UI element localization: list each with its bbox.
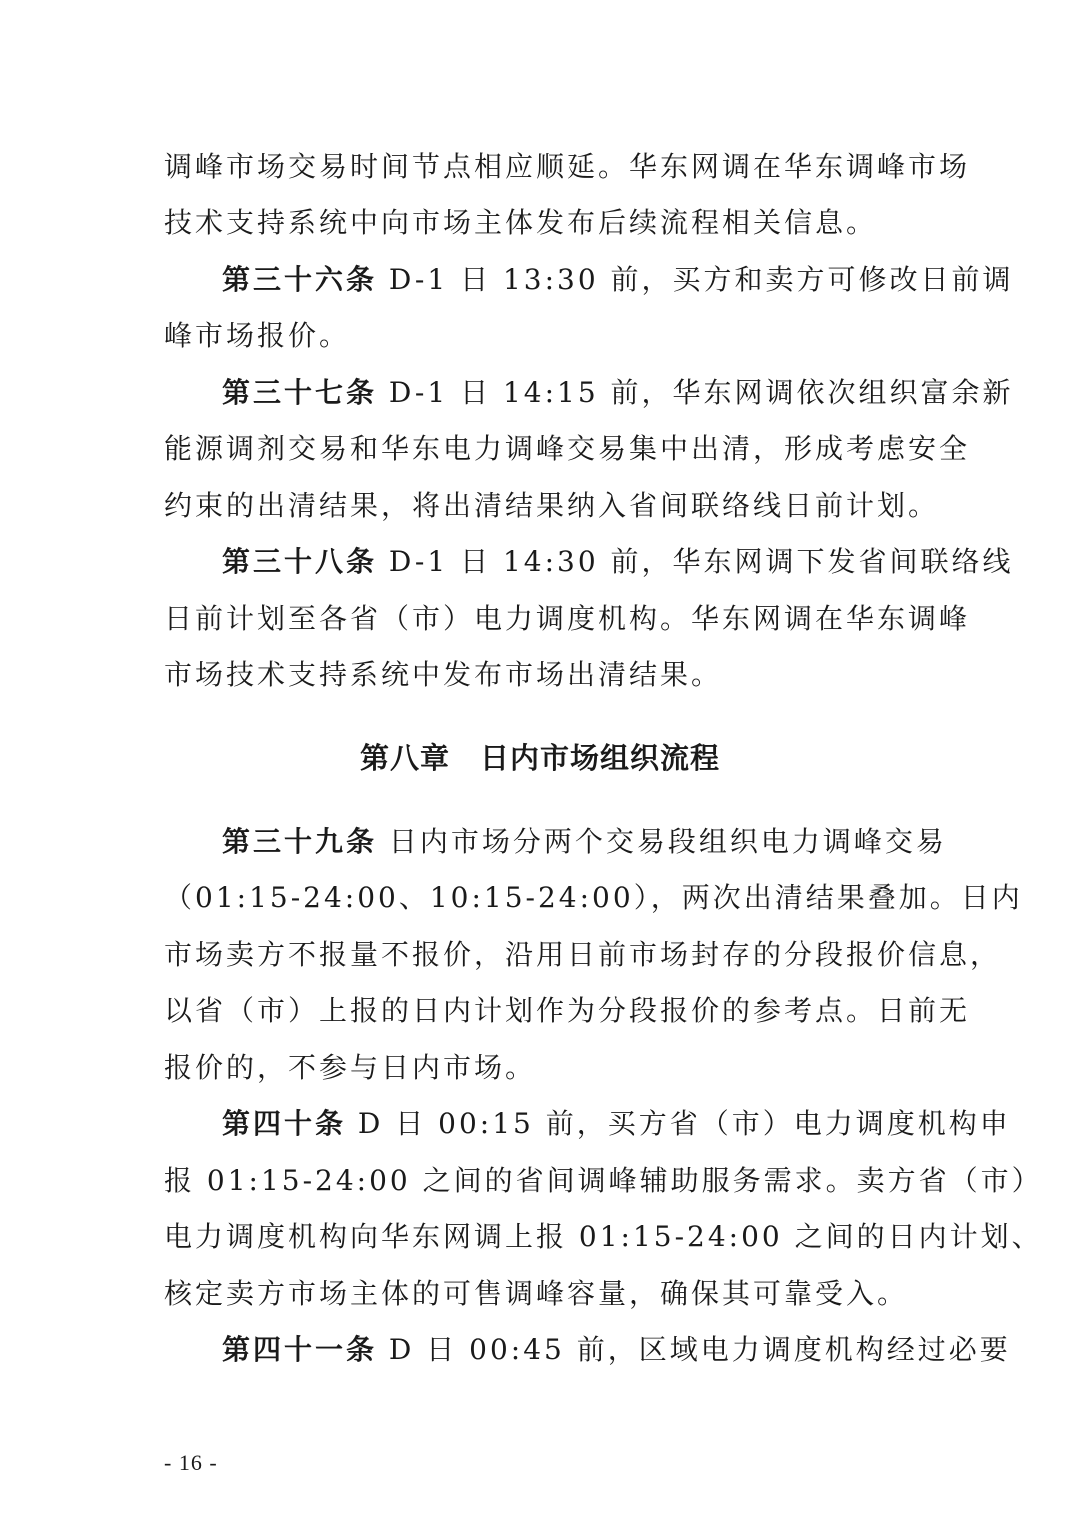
- article-text: D 日 00:45 前，区域电力调度机构经过必要: [388, 1333, 1011, 1366]
- article-number: 第四十一条: [222, 1333, 378, 1366]
- article-38-first-line: [222, 542, 1014, 582]
- body-line: 核定卖方市场主体的可售调峰容量，确保其可靠受入。: [164, 1277, 909, 1310]
- body-line: 约束的出清结果，将出清结果纳入省间联络线日前计划。: [164, 489, 940, 522]
- chapter-title: 第八章 日内市场组织流程: [359, 741, 720, 775]
- body-line: 以省（市）上报的日内计划作为分段报价的参考点。日前无: [164, 994, 971, 1027]
- body-line: 峰市场报价。: [164, 319, 351, 352]
- article-36-first-line: [222, 260, 1014, 300]
- article-number: 第三十九条: [222, 825, 378, 858]
- body-line: （01:15-24:00、10:15-24:00），两次出清结果叠加。日内: [164, 881, 1023, 914]
- body-line: 能源调剂交易和华东电力调峰交易集中出清，形成考虑安全: [164, 432, 971, 465]
- article-41-first-line: [222, 1330, 1011, 1370]
- body-line: 报价的，不参与日内市场。: [164, 1051, 537, 1084]
- article-40-first-line: [222, 1104, 1011, 1144]
- body-line: 调峰市场交易时间节点相应顺延。华东网调在华东调峰市场: [164, 150, 971, 183]
- body-line: 市场卖方不报量不报价，沿用日前市场封存的分段报价信息，: [164, 938, 1002, 971]
- page-number: - 16 -: [164, 1450, 218, 1475]
- article-number: 第三十六条: [222, 263, 378, 296]
- body-line: 日前计划至各省（市）电力调度机构。华东网调在华东调峰: [164, 602, 971, 635]
- article-39-first-line: [222, 822, 947, 862]
- body-line: 技术支持系统中向市场主体发布后续流程相关信息。: [164, 206, 878, 239]
- article-text: D 日 00:15 前，买方省（市）电力调度机构申: [357, 1107, 1011, 1140]
- article-37-first-line: [222, 373, 1014, 413]
- article-number: 第三十七条: [222, 376, 378, 409]
- article-number: 第三十八条: [222, 545, 378, 578]
- article-text: 日内市场分两个交易段组织电力调峰交易: [388, 825, 947, 858]
- body-line: 电力调度机构向华东网调上报 01:15-24:00 之间的日内计划、: [164, 1220, 1043, 1253]
- body-line: 报 01:15-24:00 之间的省间调峰辅助服务需求。卖方省（市）: [164, 1164, 1043, 1197]
- article-text: D-1 日 13:30 前，买方和卖方可修改日前调: [388, 263, 1014, 296]
- body-line: 市场技术支持系统中发布市场出清结果。: [164, 658, 723, 691]
- article-text: D-1 日 14:15 前，华东网调依次组织富余新: [388, 376, 1014, 409]
- article-text: D-1 日 14:30 前，华东网调下发省间联络线: [388, 545, 1014, 578]
- article-number: 第四十条: [222, 1107, 347, 1140]
